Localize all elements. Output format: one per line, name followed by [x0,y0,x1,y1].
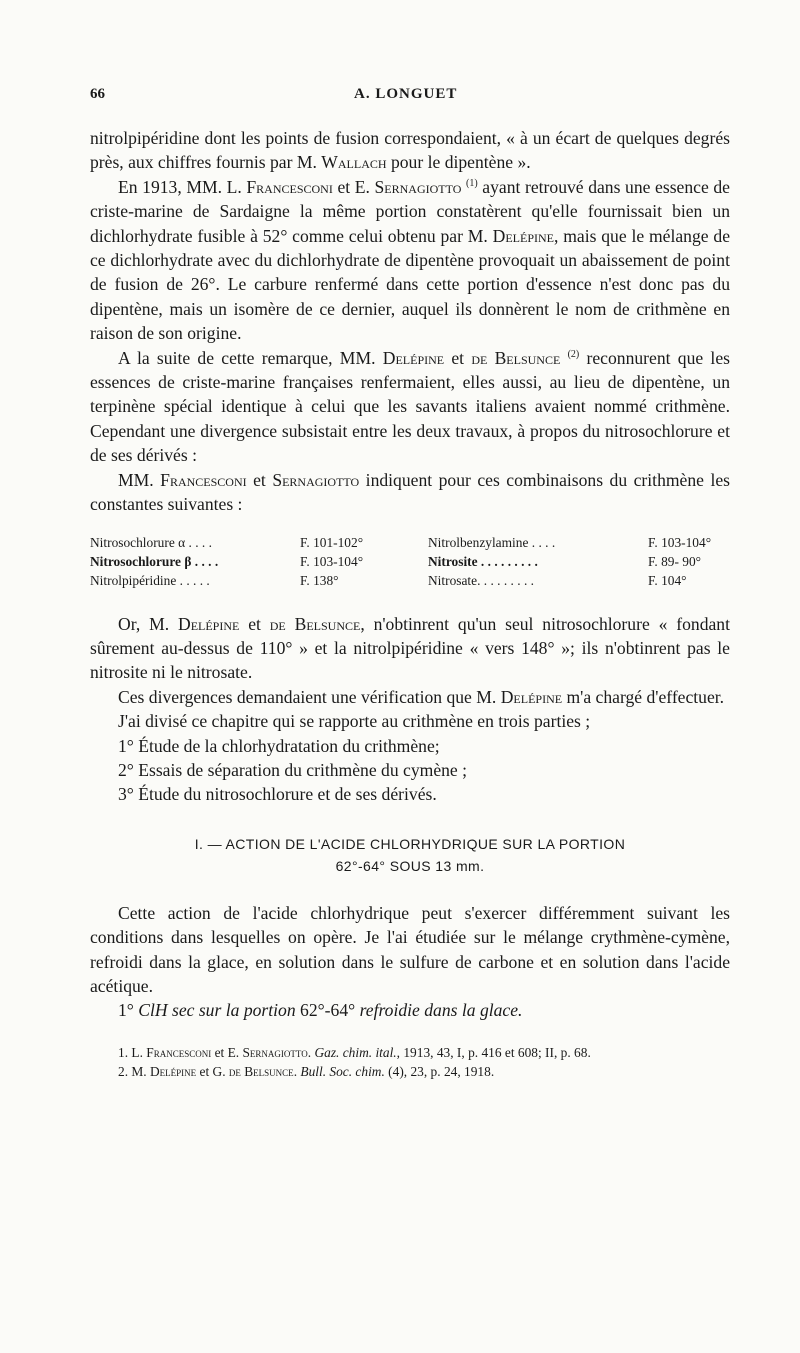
author-name: de Belsunce [471,347,561,368]
melting-point: F. 103-104° [648,534,712,550]
footnote-ref[interactable]: (1) [466,177,478,189]
text: 1. L. [118,1044,147,1060]
text: . [293,1063,301,1079]
text: Ces divergences demandaient une vérification que M. [118,686,501,707]
text: et [444,347,472,368]
body-text [90,126,730,1081]
text: , 1913, 43, I, p. 416 et 608; II, p. 68. [396,1044,591,1060]
text: , mais que le mélange de ce dichlorhydrate avec du dichlorhydrate de dipentène provoquait un abaissement de point de fusion de 26°. Le carbure renfermé dans cette portion d'essence n'est donc pas du dipentène, mais un isomère de ce dernier, auquel ils donnèrent le nom de crithmène en raison de son origine. [90,225,731,344]
author-name: Delépine [492,225,554,246]
melting-point: F. 104° [648,572,687,588]
running-author: A. LONGUET [354,86,458,102]
text: ayant retrouvé dans une essence de criste-marine de Sardaigne la même portion constatèrent qu'elle fournissait bien un dichlorhydrate fusible à 52° comme celui obtenu par M. [90,176,730,246]
melting-point: F. 89- 90° [648,553,702,569]
paragraph-8: Cette action de l'acide chlorhydrique peut s'exercer différemment suivant les conditions dans lesquelles on opère. Je l'ai étudiée sur le mélange crythmène-cymène, refroidi dans la glace, en solution dans le sulfure de carbone et en solution dans l'acide acétique. [90,902,730,996]
temperature-range: 62°-64° [300,1000,356,1021]
text: reconnurent que les essences de criste-marine françaises renfermaient, elles aussi, au lieu de dipentène, un terpinène spécial identique à celui que les savants italiens avaient nommé crithmène. Cependant une divergence subsistait entre les deux travaux, à propos du nitrosochlorure et de ses dérivés : [90,347,730,466]
table-row [90,571,718,590]
author-name: Francesconi [160,469,247,490]
text: , n'obtinrent qu'un seul nitrosochlorure « fondant sûrement au-dessus de 110° » et la nitrolpipéridine « vers 148° »; ils n'obtinrent pas le nitrosite ni le nitrosate. [90,613,730,683]
text: et G. [196,1063,229,1079]
subsection-number: 1° [118,1000,134,1021]
text: et [239,613,270,634]
text: En 1913, MM. L. [118,176,247,197]
author-name: Wallach [321,152,387,173]
melting-point: F. 101-102° [300,534,364,550]
paragraph-2 [90,175,730,346]
list-item: 3° Étude du nitrosochlorure et de ses dérivés. [118,784,437,805]
paragraph-5 [90,612,730,685]
text: A la suite de cette remarque, MM. [118,347,383,368]
text: . [307,1044,315,1060]
footnote-ref[interactable]: (2) [567,348,580,360]
author-name: Sernagiotto [242,1044,308,1060]
compound-name: Nitrosate. . . . . . . . . [428,572,534,588]
compound-name: Nitrolbenzylamine . . . . [428,534,556,550]
table-row [90,552,718,571]
subsection-text: refroidie dans la glace. [359,1000,523,1021]
author-name: Sernagiotto [272,469,360,490]
subsection-text: ClH sec sur la portion [138,1000,296,1021]
author-name: de Belsunce [269,613,361,634]
melting-point: F. 103-104° [300,553,364,569]
text: pour le dipentène ». [386,152,531,173]
author-name: Francesconi [146,1044,212,1060]
subsection-heading [90,998,730,1022]
author-name: de Belsunce [228,1063,294,1079]
journal-title: Gaz. chim. ital. [314,1044,397,1060]
section-title-line-1: I. — ACTION DE L'ACIDE CHLORHYDRIQUE SUR LA PORTION [194,835,626,852]
text: Or, M. [118,613,178,634]
text: et [246,469,273,490]
paragraph-7: J'ai divisé ce chapitre qui se rapporte au crithmène en trois parties ; [118,711,591,732]
footnote-2 [90,1062,730,1081]
footnotes [90,1043,730,1081]
text: (4), 23, p. 24, 1918. [384,1063,495,1079]
text: MM. [118,469,161,490]
text: et E. [211,1044,243,1060]
paragraph-4 [90,468,730,517]
author-name: Delépine [177,613,240,634]
paragraph-1 [90,126,730,175]
journal-title: Bull. Soc. chim. [300,1063,385,1079]
section-heading [90,833,730,877]
paragraph-6 [90,685,730,709]
table-row [90,533,718,552]
text: nitrolpipéridine dont les points de fusion correspondaient, « à un écart de quelques degrés près, aux chiffres fournis par M. [90,128,730,173]
list-item: 2° Essais de séparation du crithmène du cymène ; [118,759,468,780]
compound-name: Nitrosite . . . . . . . . . [428,553,538,569]
melting-point: F. 138° [300,572,339,588]
compound-name: Nitrolpipéridine . . . . . [90,572,210,588]
author-name: Delépine [150,1063,197,1079]
author-name: Sernagiotto [374,176,462,197]
compound-name: Nitrosochlorure β . . . . [90,553,219,569]
constants-table [90,533,718,590]
author-name: Francesconi [246,176,333,197]
author-name: Delépine [500,686,563,707]
paragraph-3 [90,346,730,468]
text: indiquent pour ces combinaisons du crithmène les constantes suivantes : [90,469,730,515]
section-title-line-2: 62°-64° SOUS 13 mm. [335,857,485,874]
running-header [90,86,730,112]
footnote-1 [90,1043,730,1062]
page-number: 66 [90,86,105,102]
text: 2. M. [118,1063,150,1079]
text: et E. [332,176,375,197]
list-item: 1° Étude de la chlorhydratation du crithmène; [118,735,440,756]
author-name: Delépine [382,347,445,368]
compound-name: Nitrosochlorure α . . . . [90,534,212,550]
page [90,86,730,1081]
text: m'a chargé d'effectuer. [562,686,725,707]
